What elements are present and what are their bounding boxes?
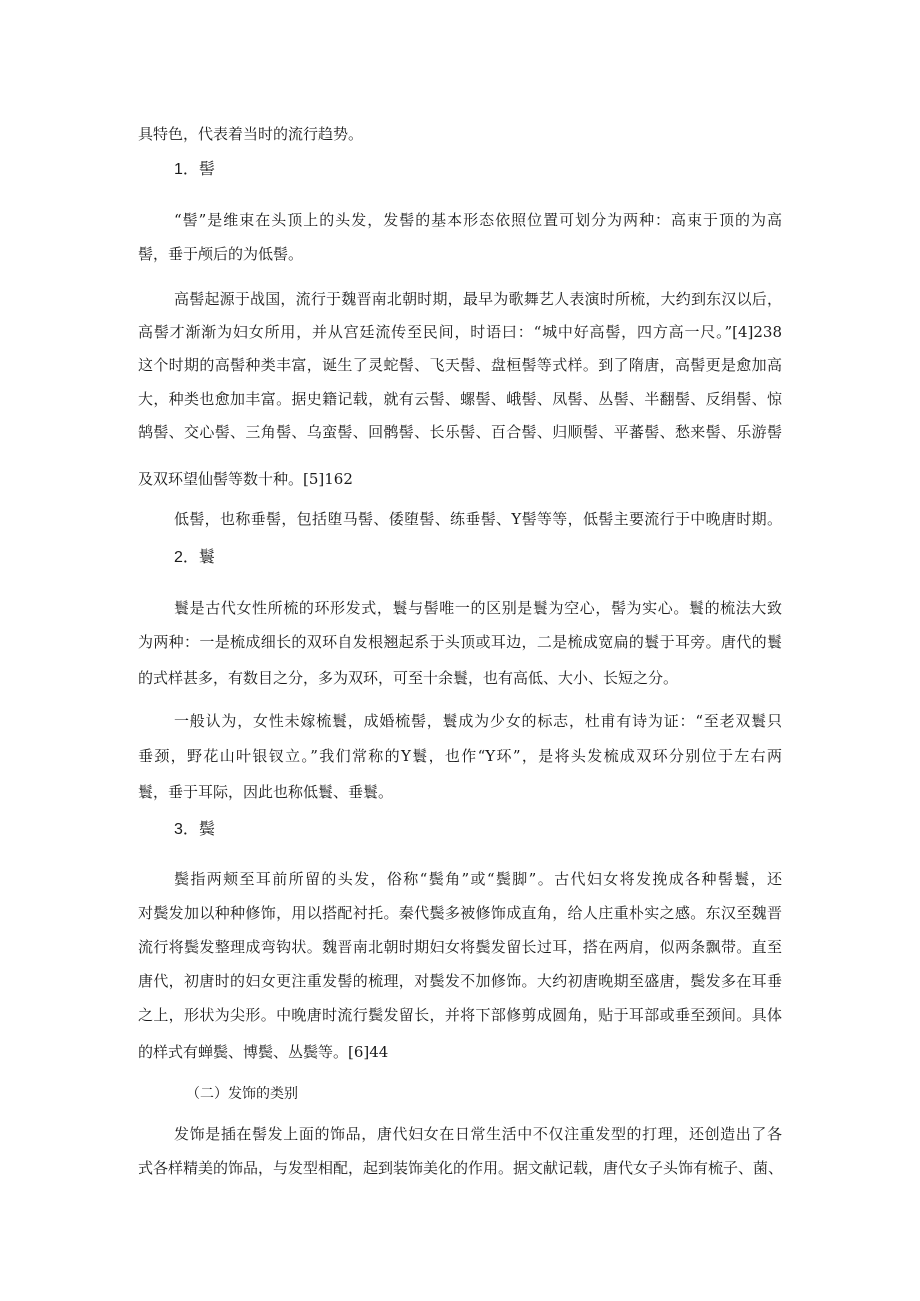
text-line: 流行将鬓发整理成弯钩状。魏晋南北朝时期妇女将鬓发留长过耳，搭在两肩，似两条飘带。直至: [138, 938, 782, 956]
text-line: 高髻才渐渐为妇女所用，并从宫廷流传至民间，时语曰：“城中好高髻，四方高一尺。”[4]238: [138, 323, 782, 341]
section-heading: 3．鬓: [174, 821, 215, 838]
text-line: 鬓指两颊至耳前所留的头发，俗称“鬓角”或“鬓脚”。古代妇女将发挽成各种髻鬟，还: [174, 870, 782, 888]
text-line: 低髻，也称垂髻，包括堕马髻、倭堕髻、练垂髻、Y髻等等，低髻主要流行于中晚唐时期。: [174, 510, 782, 528]
text-line: 大，种类也愈加丰富。据史籍记载，就有云髻、螺髻、峨髻、凤髻、丛髻、半翻髻、反绢髻、惊: [138, 390, 782, 408]
text-line: 的样式有蝉鬓、博鬓、丛鬓等。[6]44: [138, 1043, 389, 1061]
text-line: 唐代，初唐时的妇女更注重发髻的梳理，对鬓发不加修饰。大约初唐晚期至盛唐，鬓发多在耳垂: [138, 972, 782, 990]
text-line: 具特色，代表着当时的流行趋势。: [138, 125, 364, 143]
text-line: 为两种：一是梳成细长的双环自发根翘起系于头顶或耳边，二是梳成宽扁的鬟于耳旁。唐代的鬟: [138, 633, 782, 651]
text-line: 鬟，垂于耳际，因此也称低鬟、垂鬟。: [138, 783, 394, 801]
section-heading: 2．鬟: [174, 549, 215, 566]
text-line: 一般认为，女性未嫁梳鬟，成婚梳髻，鬟成为少女的标志，杜甫有诗为证：“至老双鬟只: [174, 712, 782, 730]
text-line: 这个时期的高髻种类丰富，诞生了灵蛇髻、飞天髻、盘桓髻等式样。到了隋唐，高髻更是愈加高: [138, 356, 782, 374]
text-line: 发饰是插在髻发上面的饰品，唐代妇女在日常生活中不仅注重发型的打理，还创造出了各: [174, 1125, 782, 1143]
text-line: 垂颈，野花山叶银钗立。”我们常称的Y鬟，也作“Y环”，是将头发梳成双环分别位于左右两: [138, 747, 782, 765]
text-line: 高髻起源于战国，流行于魏晋南北朝时期，最早为歌舞艺人表演时所梳，大约到东汉以后，: [174, 290, 782, 308]
section-heading: 1．髻: [174, 161, 215, 178]
text-line: 鬟是古代女性所梳的环形发式，鬟与髻唯一的区别是鬟为空心，髻为实心。鬟的梳法大致: [174, 599, 782, 617]
subsection-heading: （二）发饰的类别: [186, 1086, 298, 1102]
text-line: 鹄髻、交心髻、三角髻、乌蛮髻、回鹘髻、长乐髻、百合髻、归顺髻、平蕃髻、愁来髻、乐游髻: [138, 423, 782, 441]
text-line: 之上，形状为尖形。中晚唐时流行鬓发留长，并将下部修剪成圆角，贴于耳部或垂至颈间。具体: [138, 1006, 782, 1024]
text-line: 的式样甚多，有数目之分，多为双环，可至十余鬟，也有高低、大小、长短之分。: [138, 669, 679, 687]
text-line: 对鬓发加以种种修饰，用以搭配衬托。秦代鬓多被修饰成直角，给人庄重朴实之感。东汉至魏晋: [138, 904, 782, 922]
text-line: 髻，垂于颅后的为低髻。: [138, 245, 304, 263]
text-line: 及双环望仙髻等数十种。[5]162: [138, 470, 353, 488]
text-line: 式各样精美的饰品，与发型相配，起到装饰美化的作用。据文献记载，唐代女子头饰有梳子、菌、: [138, 1159, 784, 1177]
text-line: “髻”是维束在头顶上的头发，发髻的基本形态依照位置可划分为两种：高束于顶的为高: [174, 211, 782, 229]
